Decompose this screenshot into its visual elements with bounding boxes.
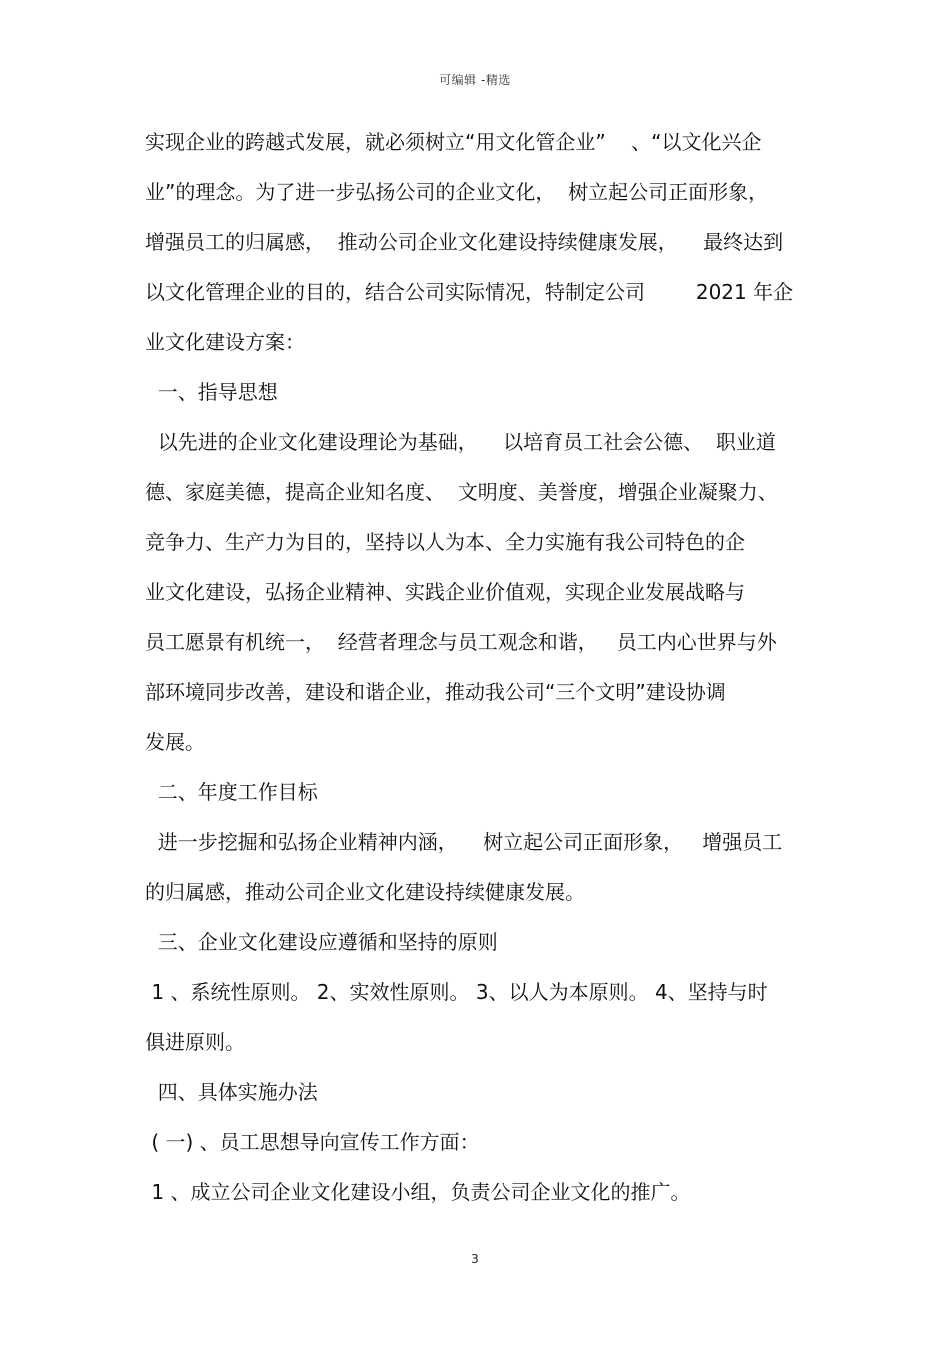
text-line: 员工愿景有机统一， 经营者理念与员工观念和谐， 员工内心世界与外 bbox=[145, 630, 777, 654]
text-line: 三、企业文化建设应遵循和坚持的原则 bbox=[145, 930, 498, 954]
text-line: 以先进的企业文化建设理论为基础， 以培育员工社会公德、 职业道 bbox=[145, 430, 776, 454]
text-line: 进一步挖掘和弘扬企业精神内涵， 树立起公司正面形象， 增强员工 bbox=[145, 830, 783, 854]
text-line: 俱进原则。 bbox=[145, 1030, 245, 1054]
text-line: 1 、系统性原则。 2、实效性原则。 3、以人为本原则。 4、坚持与时 bbox=[145, 980, 768, 1004]
text-line: 的归属感，推动公司企业文化建设持续健康发展。 bbox=[145, 880, 585, 904]
text-line: ( 一) 、员工思想导向宣传工作方面： bbox=[145, 1130, 480, 1154]
text-line: 部环境同步改善，建设和谐企业，推动我公司“三个文明”建设协调 bbox=[145, 680, 726, 704]
text-line: 以文化管理企业的目的，结合公司实际情况，特制定公司 2021 年企 bbox=[145, 280, 794, 304]
text-line: 1 、成立公司企业文化建设小组，负责公司企业文化的推广。 bbox=[145, 1180, 691, 1204]
text-line: 发展。 bbox=[145, 730, 205, 754]
text-line: 竞争力、生产力为目的，坚持以人为本、全力实施有我公司特色的企 bbox=[145, 530, 745, 554]
text-line: 业”的理念。为了进一步弘扬公司的企业文化， 树立起公司正面形象， bbox=[145, 180, 769, 204]
page-number: 3 bbox=[471, 1252, 479, 1266]
page-header: 可编辑 -精选 bbox=[439, 73, 511, 87]
text-line: 业文化建设方案： bbox=[145, 330, 305, 354]
text-line: 增强员工的归属感， 推动公司企业文化建设持续健康发展， 最终达到 bbox=[145, 230, 784, 254]
text-line: 四、具体实施办法 bbox=[145, 1080, 318, 1104]
text-line: 实现企业的跨越式发展，就必须树立“用文化管企业” 、“以文化兴企 bbox=[145, 130, 762, 154]
text-line: 一、指导思想 bbox=[145, 380, 278, 404]
text-line: 二、年度工作目标 bbox=[145, 780, 318, 804]
text-line: 德、家庭美德，提高企业知名度、 文明度、美誉度，增强企业凝聚力、 bbox=[145, 480, 778, 504]
text-line: 业文化建设，弘扬企业精神、实践企业价值观，实现企业发展战略与 bbox=[145, 580, 745, 604]
